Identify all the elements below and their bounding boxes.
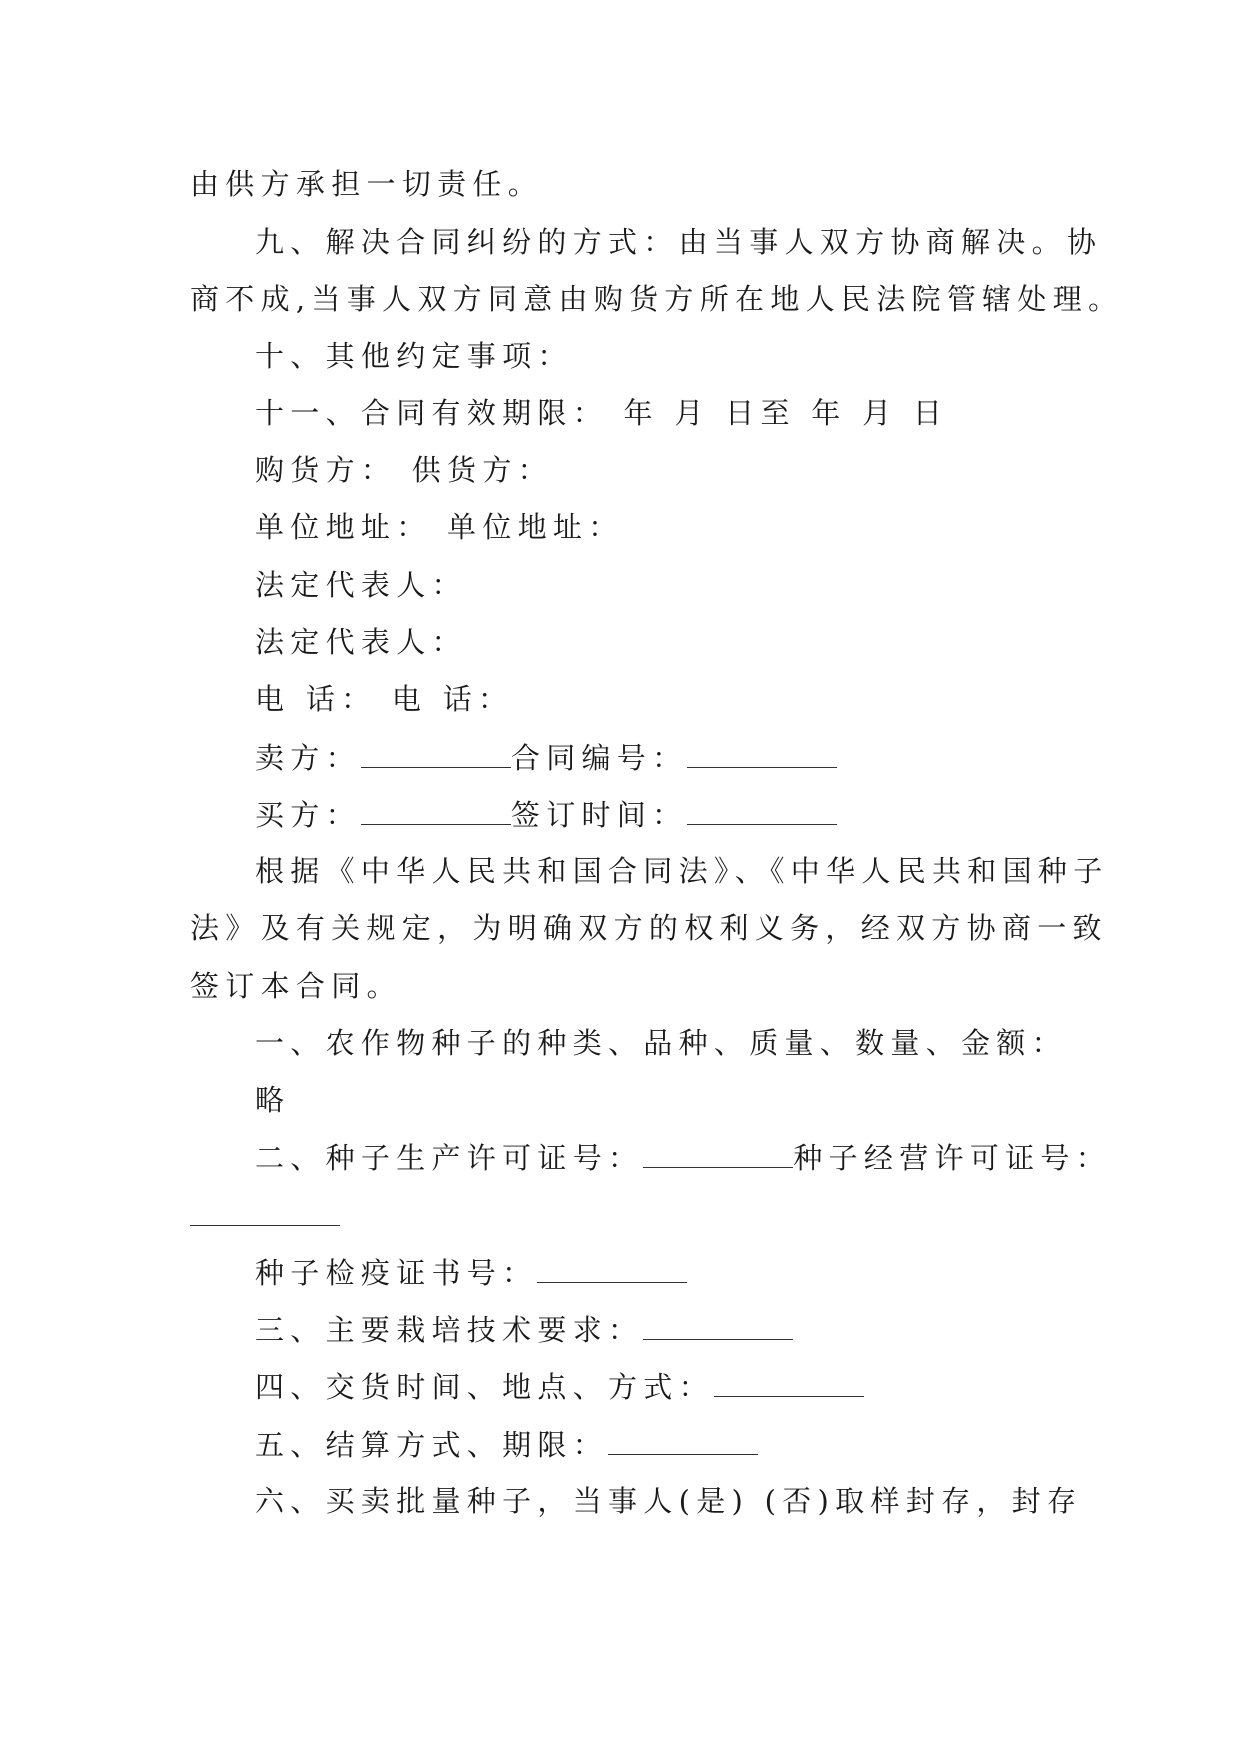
blank-field: [361, 794, 511, 825]
paragraph-line: 根据《中华人民共和国合同法》、《中华人民共和国种子: [255, 854, 1109, 888]
field-label: 五、结算方式、期限：: [255, 1428, 609, 1462]
field-label: 三、主要栽培技术要求：: [255, 1313, 644, 1347]
paragraph-line: 法定代表人：: [255, 625, 467, 659]
paragraph-line: 签订本合同。: [190, 969, 402, 1003]
paragraph-line: 略: [255, 1083, 291, 1117]
form-line: [255, 794, 837, 835]
form-line: [255, 1366, 864, 1407]
blank-field: [537, 1252, 687, 1283]
paragraph-line: 六、买卖批量种子，当事人(是) (否)取样封存，封存: [255, 1484, 1083, 1518]
paragraph-line: 单位地址： 单位地址：: [255, 510, 624, 544]
form-line: [255, 1309, 793, 1350]
field-label: 种子经营许可证号：: [793, 1141, 1112, 1175]
paragraph-line: 十、其他约定事项：: [255, 339, 573, 373]
paragraph-line: 十一、合同有效期限： 年 月 日至 年 月 日: [255, 396, 949, 430]
form-line: [255, 1137, 1111, 1178]
paragraph-line: 九、解决合同纠纷的方式：由当事人双方协商解决。协: [255, 225, 1103, 259]
form-line: [255, 1424, 758, 1465]
blank-field: [643, 1309, 793, 1340]
blank-field: [687, 737, 837, 768]
field-label: 四、交货时间、地点、方式：: [255, 1370, 714, 1404]
blank-field: [190, 1195, 340, 1226]
paragraph-line: 商不成,当事人双方同意由购货方所在地人民法院管辖处理。: [190, 282, 1124, 316]
paragraph-line: 电 话： 电 话：: [255, 682, 514, 716]
field-label: 种子检疫证书号：: [255, 1256, 538, 1290]
field-label: 买方：: [255, 798, 361, 832]
field-label: 二、种子生产许可证号：: [255, 1141, 644, 1175]
blank-field: [361, 737, 511, 768]
blank-field: [687, 794, 837, 825]
field-label: 签订时间：: [510, 798, 688, 832]
form-line: [255, 737, 837, 778]
field-label: 卖方：: [255, 741, 361, 775]
paragraph-line: 由供方承担一切责任。: [190, 167, 544, 201]
paragraph-line: 法》及有关规定，为明确双方的权利义务，经双方协商一致: [190, 911, 1108, 945]
blank-field: [714, 1366, 864, 1397]
field-label: 合同编号：: [510, 741, 688, 775]
form-line: [255, 1252, 687, 1293]
blank-field: [608, 1424, 758, 1455]
blank-field: [643, 1137, 793, 1168]
form-line: [190, 1195, 340, 1236]
paragraph-line: 法定代表人：: [255, 568, 467, 602]
paragraph-line: 购货方： 供货方：: [255, 453, 553, 487]
paragraph-line: 一、农作物种子的种类、品种、质量、数量、金额：: [255, 1026, 1067, 1060]
